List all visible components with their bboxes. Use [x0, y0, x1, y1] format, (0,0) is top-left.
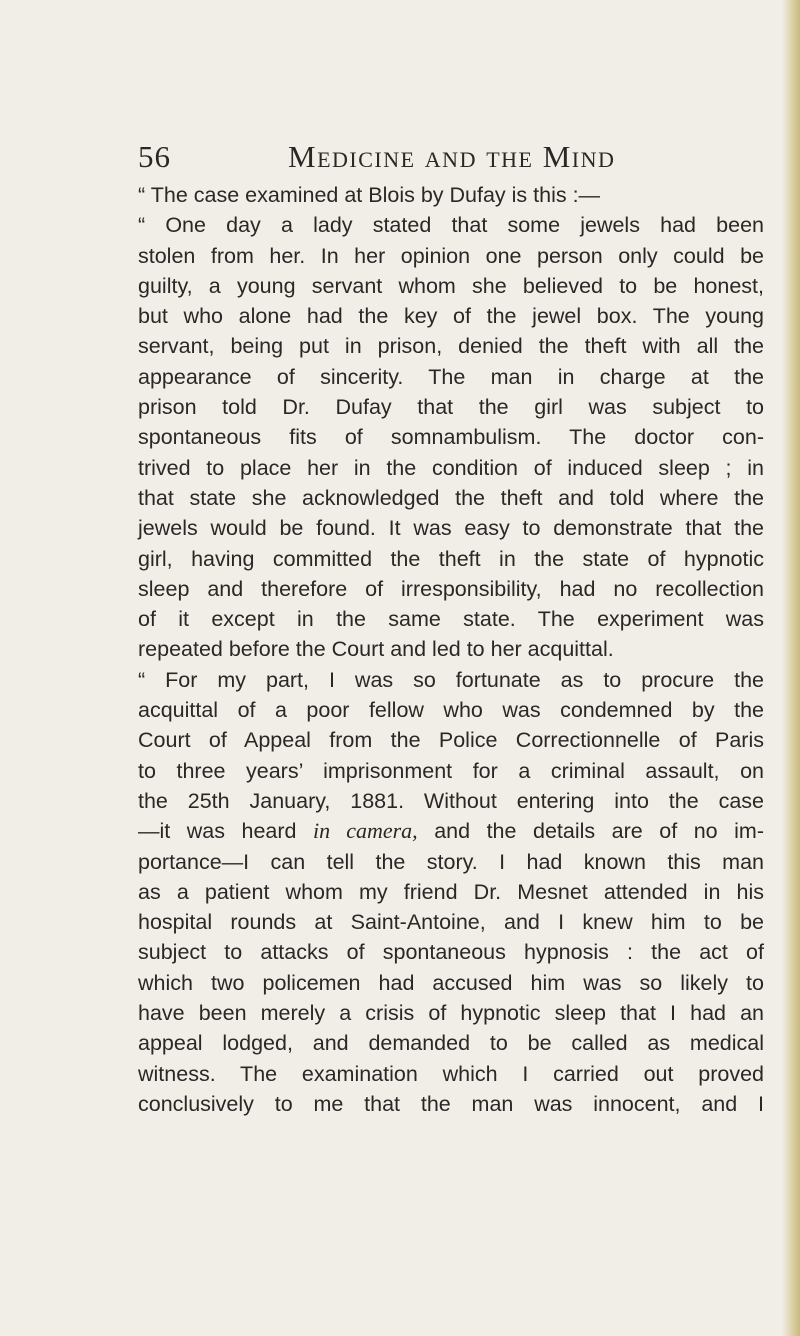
text-line-21: the 25th January, 1881. Without entering into the case	[138, 788, 764, 813]
text-line-3: stolen from her. In her opinion one person only could be	[138, 243, 764, 268]
page-header	[138, 137, 778, 177]
text-line-29: appeal lodged, and demanded to be called as medical	[138, 1031, 764, 1056]
body-text	[138, 180, 764, 1119]
text-line-15: of it except in the same state. The experiment was	[138, 607, 764, 632]
text-line-31: conclusively to me that the man was innocent, and I	[138, 1091, 764, 1116]
text-line-13: girl, having committed the theft in the state of hypnotic	[138, 546, 764, 571]
text-line-19: Court of Appeal from the Police Correctionnelle of Paris	[138, 728, 764, 753]
text-line-2: “ One day a lady stated that some jewels had been	[138, 213, 764, 238]
text-line-18: acquittal of a poor fellow who was condemned by the	[138, 698, 764, 723]
text-line-12: jewels would be found. It was easy to demonstrate that the	[138, 516, 764, 541]
text-line-30: witness. The examination which I carried out proved	[138, 1061, 764, 1086]
text-line-14: sleep and therefore of irresponsibility, had no recollection	[138, 576, 764, 601]
text-line-28: have been merely a crisis of hypnotic sleep that I had an	[138, 1001, 764, 1026]
text-line-9: spontaneous fits of somnambulism. The doctor con-	[138, 425, 764, 450]
text-line-16: repeated before the Court and led to her acquittal.	[138, 637, 614, 662]
page-number: 56	[138, 139, 171, 174]
text-line-1: “ The case examined at Blois by Dufay is this :—	[138, 183, 601, 207]
text-line-24: as a patient whom my friend Dr. Mesnet attended in his	[138, 879, 764, 904]
text-line-25: hospital rounds at Saint-Antoine, and I knew him to be	[138, 910, 764, 935]
text-line-5: but who alone had the key of the jewel box. The young	[138, 304, 764, 329]
text-line-11: that state she acknowledged the theft and told where the	[138, 485, 764, 510]
text-line-17: “ For my part, I was so fortunate as to procure the	[138, 667, 764, 692]
text-line-27: which two policemen had accused him was so likely to	[138, 970, 764, 995]
text-line-10: trived to place her in the condition of induced sleep ; in	[138, 455, 764, 480]
text-line-22	[138, 816, 764, 846]
text-line-22-after: and the details are of no im-	[417, 819, 764, 844]
text-line-22-before: —it was heard	[138, 819, 314, 844]
page-edge-shadow	[782, 0, 800, 1336]
text-line-4: guilty, a young servant whom she believed to be honest,	[138, 273, 764, 298]
text-line-8: prison told Dr. Dufay that the girl was subject to	[138, 395, 764, 420]
text-line-6: servant, being put in prison, denied the theft with all the	[138, 334, 764, 359]
text-line-20: to three years’ imprisonment for a criminal assault, on	[138, 758, 764, 783]
text-line-7: appearance of sincerity. The man in charge at the	[138, 364, 764, 389]
text-line-23: portance—I can tell the story. I had known this man	[138, 849, 764, 874]
running-title: Medicine and the Mind	[288, 139, 616, 174]
italic-phrase: in camera,	[313, 818, 418, 844]
text-line-26: subject to attacks of spontaneous hypnosis : the act of	[138, 940, 764, 965]
